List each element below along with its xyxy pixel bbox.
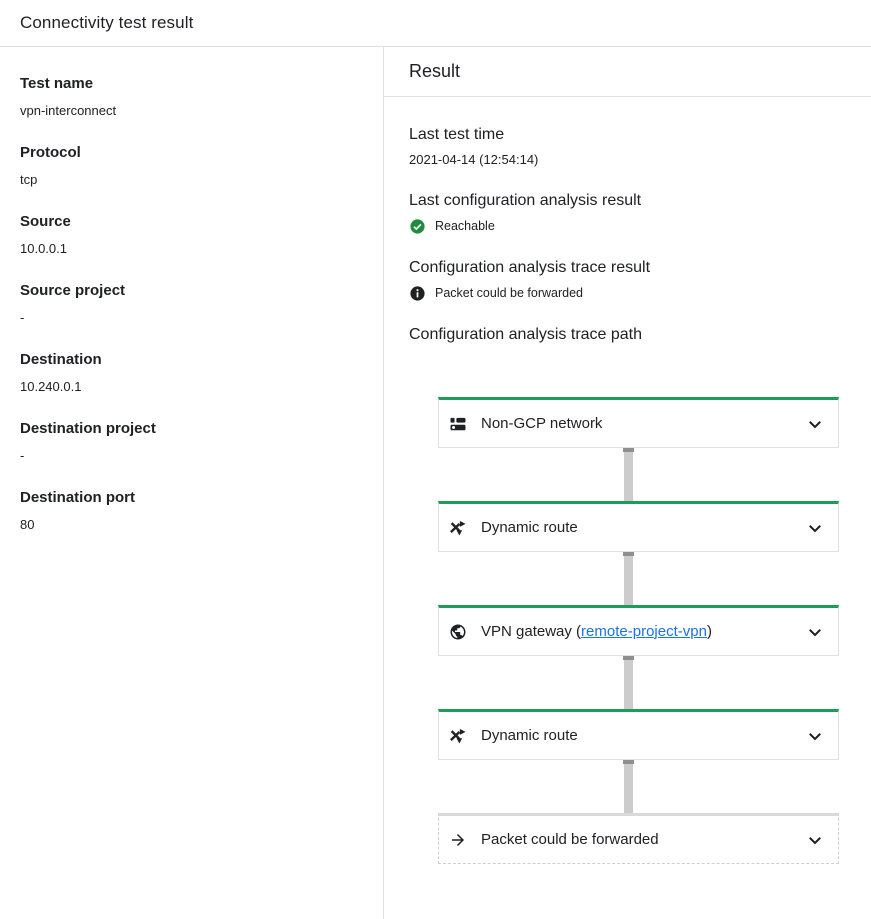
trace-connector — [624, 552, 633, 605]
chevron-down-icon[interactable] — [806, 519, 824, 537]
field-label: Destination — [20, 351, 102, 368]
page-title: Connectivity test result — [20, 13, 194, 32]
chevron-down-icon[interactable] — [806, 727, 824, 745]
trace-step-label: Non-GCP network — [481, 415, 603, 432]
trace-step-card[interactable] — [438, 501, 839, 552]
trace-step-label: Dynamic route — [481, 727, 578, 744]
field-label: Source — [20, 213, 71, 230]
vpn-gateway-icon — [449, 623, 467, 641]
trace-step-card[interactable] — [438, 709, 839, 760]
trace-connector — [624, 656, 633, 709]
analysis-result-value: Reachable — [435, 219, 495, 233]
trace-step-card[interactable] — [438, 397, 839, 448]
trace-step-label: VPN gateway (remote-project-vpn) — [481, 623, 712, 640]
detail-field — [20, 144, 363, 188]
field-label: Test name — [20, 75, 94, 92]
last-test-time-value: 2021-04-14 (12:54:14) — [409, 152, 539, 167]
chevron-down-icon[interactable] — [806, 623, 824, 641]
trace-connector — [624, 760, 633, 813]
trace-connector — [624, 448, 633, 501]
analysis-result-label: Last configuration analysis result — [409, 192, 642, 209]
test-details-fields — [20, 75, 363, 533]
field-label: Source project — [20, 282, 126, 299]
chevron-down-icon[interactable] — [806, 831, 824, 849]
detail-field — [20, 351, 363, 395]
field-value: vpn-interconnect — [20, 103, 117, 118]
detail-field — [20, 420, 363, 464]
detail-field — [20, 213, 363, 257]
panel-body — [0, 47, 871, 919]
trace-step-label: Packet could be forwarded — [481, 831, 659, 848]
dynamic-route-icon — [449, 519, 467, 537]
check-circle-icon — [409, 218, 426, 235]
detail-field — [20, 489, 363, 533]
trace-step-card[interactable] — [438, 813, 839, 864]
test-details-panel — [0, 47, 384, 919]
detail-field — [20, 282, 363, 326]
field-value: 10.240.0.1 — [20, 379, 82, 394]
trace-result-row — [409, 285, 846, 302]
result-panel — [384, 47, 871, 919]
result-header — [384, 47, 871, 97]
trace-step-card[interactable] — [438, 605, 839, 656]
trace-result-label: Configuration analysis trace result — [409, 259, 651, 276]
last-test-time-label: Last test time — [409, 126, 505, 143]
dynamic-route-icon — [449, 727, 467, 745]
vpn-gateway-link[interactable]: remote-project-vpn — [581, 623, 707, 640]
field-value: 80 — [20, 517, 35, 532]
field-value: 10.0.0.1 — [20, 241, 67, 256]
field-value: - — [20, 448, 25, 463]
field-label: Protocol — [20, 144, 81, 161]
detail-field — [20, 75, 363, 119]
arrow-forward-icon — [449, 831, 467, 849]
field-value: - — [20, 310, 25, 325]
result-body — [384, 97, 871, 884]
panel-header — [0, 0, 871, 47]
trace-result-value: Packet could be forwarded — [435, 286, 584, 300]
trace-step-label: Dynamic route — [481, 519, 578, 536]
result-title: Result — [409, 61, 461, 81]
chevron-down-icon[interactable] — [806, 415, 824, 433]
field-label: Destination project — [20, 420, 156, 437]
analysis-result-row — [409, 218, 846, 235]
trace-path-label: Configuration analysis trace path — [409, 326, 643, 343]
field-label: Destination port — [20, 489, 135, 506]
info-icon — [409, 285, 426, 302]
trace-path — [438, 397, 839, 884]
field-value: tcp — [20, 172, 38, 187]
non-gcp-network-icon — [449, 415, 467, 433]
